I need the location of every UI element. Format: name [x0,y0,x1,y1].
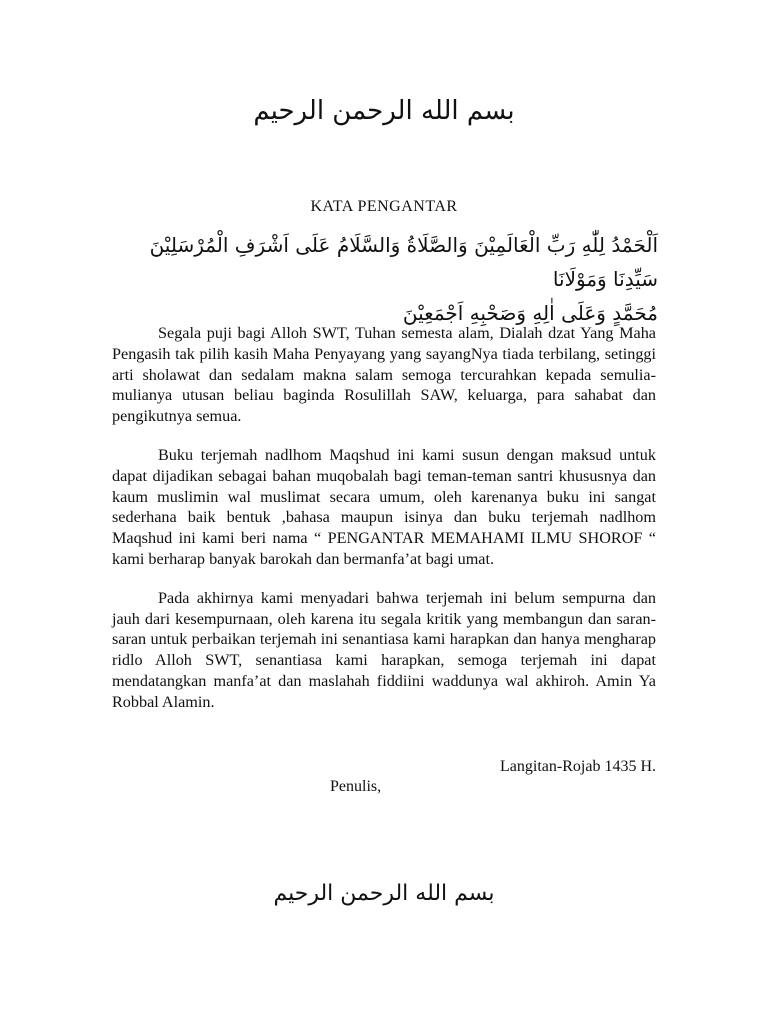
paragraph: Segala puji bagi Alloh SWT, Tuhan semesta alam, Dialah dzat Yang Maha Pengasih tak pilih kasih Maha Penyayang yang sayangNya tiada terbilang, setinggi arti sholawat dan sedalam makna salam semoga tercurahkan kepada semulia-mulianya utusan beliau baginda Rosulillah SAW, keluarga, para sahabat dan pengikutnya semua. [112,324,656,426]
author-signature: Penulis, [330,778,382,795]
page-title: KATA PENGANTAR [310,198,458,215]
body-text [112,323,656,731]
bismillah-heading: بسم الله الرحمن الرحيم [253,96,515,126]
paragraph: Pada akhirnya kami menyadari bahwa terjemah ini belum sempurna dan jauh dari kesempurnaan, oleh karena itu segala kritik yang membangun dan saran-saran untuk perbaikan terjemah ini senantiasa kami harapkan dan hanya mengharap ridlo Alloh SWT, senantiasa kami harapkan, semoga terjemah ini dapat mendatangkan manfa’at dan maslahah fiddiini waddunya wal akhiroh. Amin Ya Robbal Alamin. [112,588,656,711]
arabic-line: مُحَمَّدٍ وَعَلَى اٰلِهِ وَصَحْبِهِ اَجْمَعِيْنَ [402,301,658,325]
arabic-opening-prayer [110,228,658,330]
paragraph: Buku terjemah nadlhom Maqshud ini kami susun dengan maksud untuk dapat dijadikan sebagai bahan muqobalah bagi teman-teman santri khususnya dan kaum muslimin wal muslimat secara umum, oleh karenanya buku ini sangat sederhana baik bentuk ,bahasa maupun isinya dan buku terjemah nadlhom Maqshud ini kami beri nama “ PENGANTAR MEMAHAMI ILMU SHOROF “ kami berharap banyak barokah dan bermanfa’at bagi umat. [112,445,656,568]
place-date: Langitan-Rojab 1435 H. [500,758,656,775]
bismillah-footer: بسم الله الرحمن الرحيم [273,881,495,906]
arabic-line: اَلْحَمْدُ لِلّٰهِ رَبِّ الْعَالَمِيْنَ وَالصَّلَاةُ وَالسَّلَامُ عَلَى اَشْرَفِ الْمُرْسَلِيْنَ سَيِّدِنَا وَمَوْلَانَا [149,233,658,291]
